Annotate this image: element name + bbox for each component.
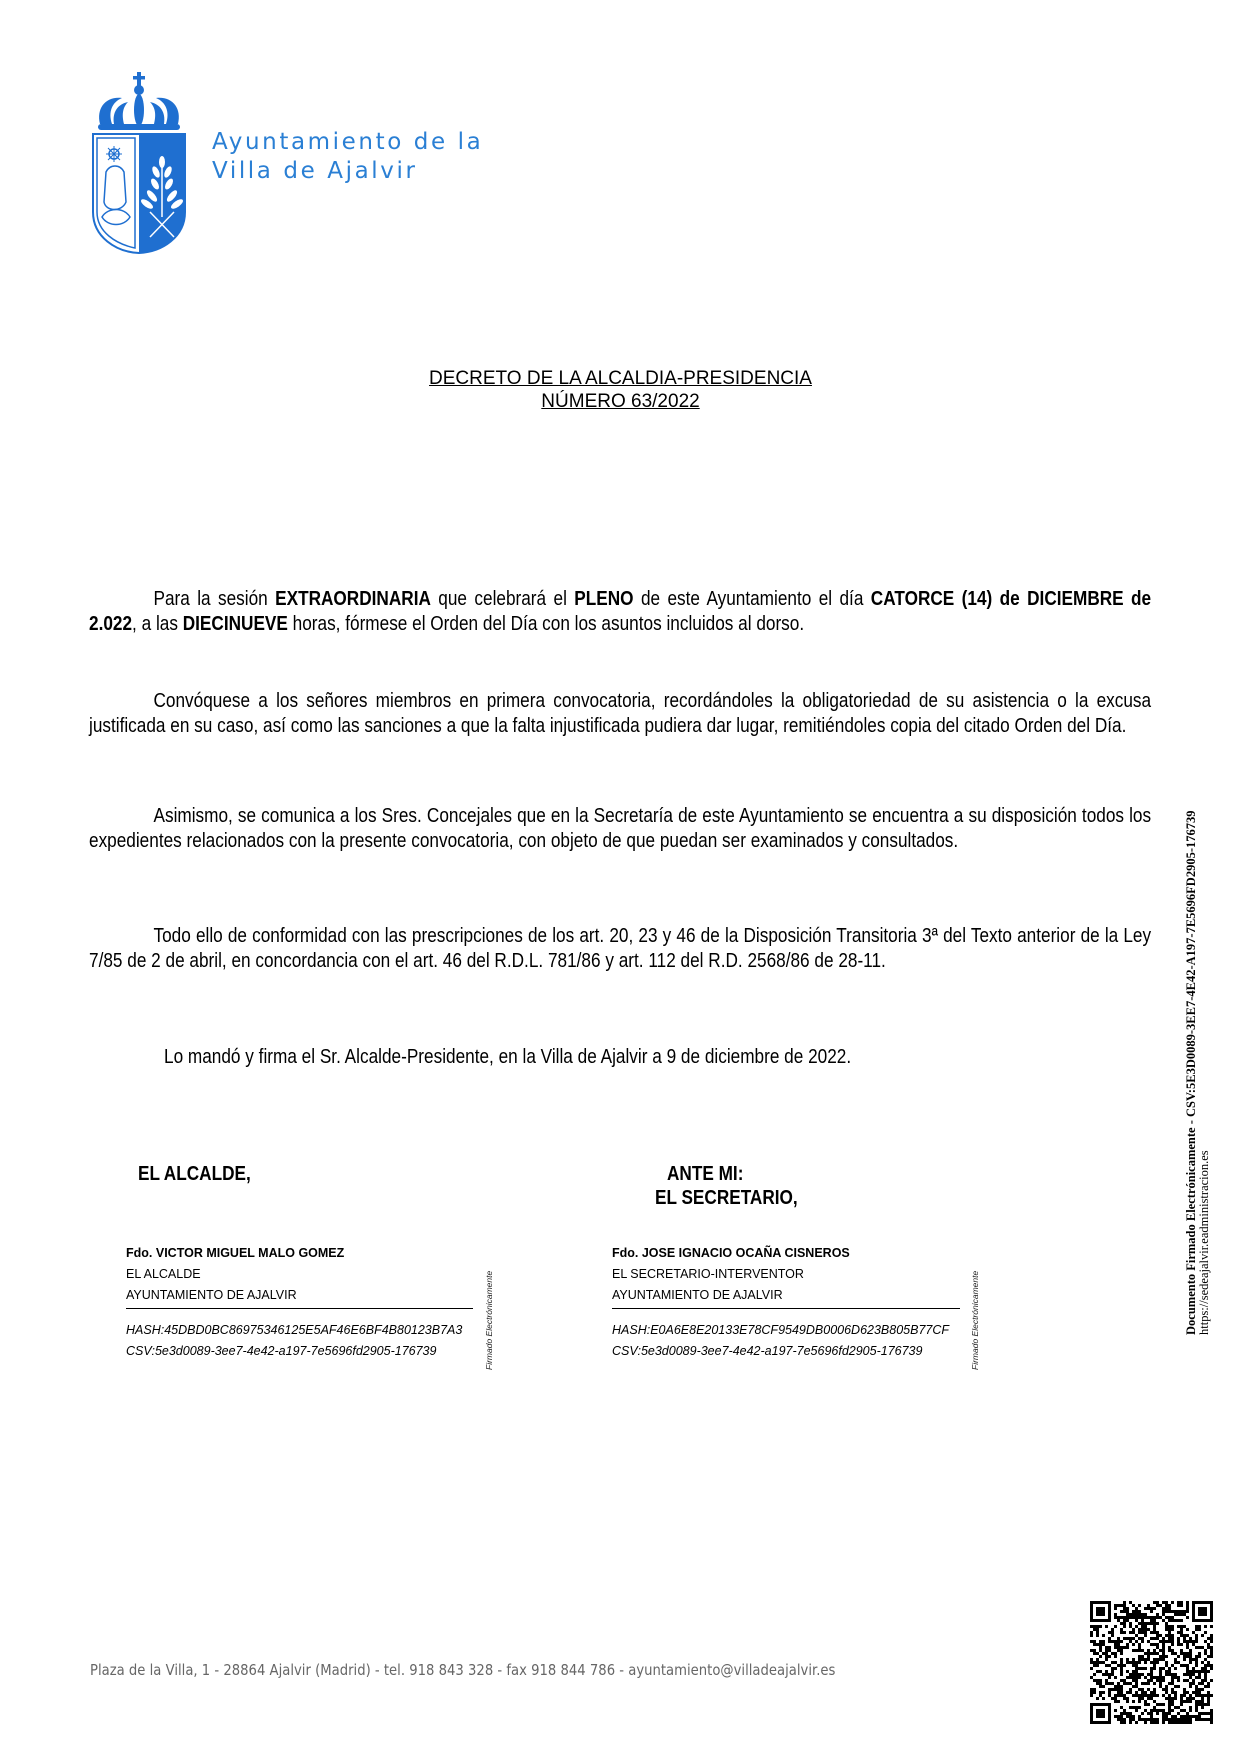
text: que celebrará el: [430, 588, 575, 610]
secretary-heading: [655, 1186, 821, 1211]
verification-margin: [1185, 811, 1211, 1336]
mayor-signature-block: [126, 1243, 473, 1362]
text: horas, fórmese el Orden del Día con los asuntos incluidos al dorso.: [287, 613, 805, 635]
qr-code-icon[interactable]: [1090, 1601, 1213, 1724]
verification-url[interactable]: https://sedeajalvir.eadministracion.es: [1197, 1150, 1211, 1335]
paragraph-session: [89, 587, 1151, 637]
verification-csv: Documento Firmado Electrónicamente - CSV:5E3D0089-3EE7-4E42-A197-7E5696FD2905-176739: [1184, 810, 1198, 1335]
secretary-signature-block: [612, 1243, 960, 1362]
signature-divider: [126, 1308, 473, 1309]
paragraph-legal-basis: [89, 924, 1151, 974]
signature-divider: [612, 1308, 960, 1309]
text: , a las: [132, 613, 183, 635]
signer-organization: AYUNTAMIENTO DE AJALVIR: [612, 1288, 783, 1302]
text: Para la sesión: [153, 588, 276, 610]
session-hour: DIECINUEVE: [182, 613, 288, 635]
decree-title-line1: DECRETO DE LA ALCALDIA-PRESIDENCIA: [429, 368, 812, 389]
paragraph-text: Convóquese a los señores miembros en primera convocatoria, recordándoles la obligatoriedad de su asistencia o la excusa justificada en su caso, así como las sanciones a que la falta injustificada pudiera dar lugar, remitiéndoles copia del citado Orden del Día.: [89, 690, 1152, 737]
electronically-signed-stamp: Firmado Electrónicamente: [970, 1270, 980, 1370]
organization-name-line2: Villa de Ajalvir: [212, 158, 418, 184]
secretary-heading-text: EL SECRETARIO,: [655, 1187, 798, 1209]
paragraph-convocation: [89, 689, 1151, 739]
ante-mi-text: ANTE MI:: [667, 1163, 744, 1185]
session-date: CATORCE (14) de DICIEMBRE de 2.022: [89, 588, 1152, 635]
signer-organization: AYUNTAMIENTO DE AJALVIR: [126, 1288, 297, 1302]
mayor-heading-text: EL ALCALDE,: [138, 1163, 251, 1185]
ante-mi-heading: [667, 1162, 756, 1187]
signer-name: Fdo. JOSE IGNACIO OCAÑA CISNEROS: [612, 1246, 850, 1260]
text: de este Ayuntamiento el día: [633, 588, 871, 610]
decree-title: [0, 367, 1241, 413]
body-name: PLENO: [574, 588, 634, 610]
coat-of-arms-icon: [92, 72, 186, 254]
signature-csv: CSV:5e3d0089-3ee7-4e42-a197-7e5696fd2905-176739: [612, 1344, 923, 1358]
electronically-signed-stamp: Firmado Electrónicamente: [484, 1270, 494, 1370]
session-type: EXTRAORDINARIA: [275, 588, 431, 610]
paragraph-files: [89, 804, 1151, 854]
decree-number: NÚMERO 63/2022: [541, 391, 700, 412]
signer-role: EL ALCALDE: [126, 1267, 201, 1281]
signer-role: EL SECRETARIO-INTERVENTOR: [612, 1267, 804, 1281]
signature-hash: HASH:45DBD0BC86975346125E5AF46E6BF4B80123B7A3: [126, 1323, 463, 1337]
signer-name: Fdo. VICTOR MIGUEL MALO GOMEZ: [126, 1246, 345, 1260]
paragraph-text: Lo mandó y firma el Sr. Alcalde-Presidente, en la Villa de Ajalvir a 9 de diciembre de 2022.: [164, 1046, 852, 1068]
footer-address: Plaza de la Villa, 1 - 28864 Ajalvir (Madrid) - tel. 918 843 328 - fax 918 844 786 - ayuntamiento@villadeajalvir.es: [90, 1661, 836, 1679]
signature-csv: CSV:5e3d0089-3ee7-4e42-a197-7e5696fd2905-176739: [126, 1344, 437, 1358]
paragraph-text: Asimismo, se comunica a los Sres. Concejales que en la Secretaría de este Ayuntamiento se encuentra a su disposición todos los expedientes relacionados con la presente convocatoria, con objeto de que puedan ser examinados y consultados.: [89, 805, 1152, 852]
paragraph-text: Todo ello de conformidad con las prescripciones de los art. 20, 23 y 46 de la Disposición Transitoria 3ª del Texto anterior de la Ley 7/85 de 2 de abril, en concordancia con el art. 46 del R.D.L. 781/86 y art. 112 del R.D. 2568/86 de 28-11.: [89, 925, 1152, 972]
signature-hash: HASH:E0A6E8E20133E78CF9549DB0006D623B805B77CF: [612, 1323, 950, 1337]
organization-name-line1: Ayuntamiento de la: [212, 129, 484, 155]
organization-name: [212, 128, 483, 186]
mayor-heading: [138, 1162, 269, 1187]
paragraph-signature-statement: [164, 1045, 963, 1070]
